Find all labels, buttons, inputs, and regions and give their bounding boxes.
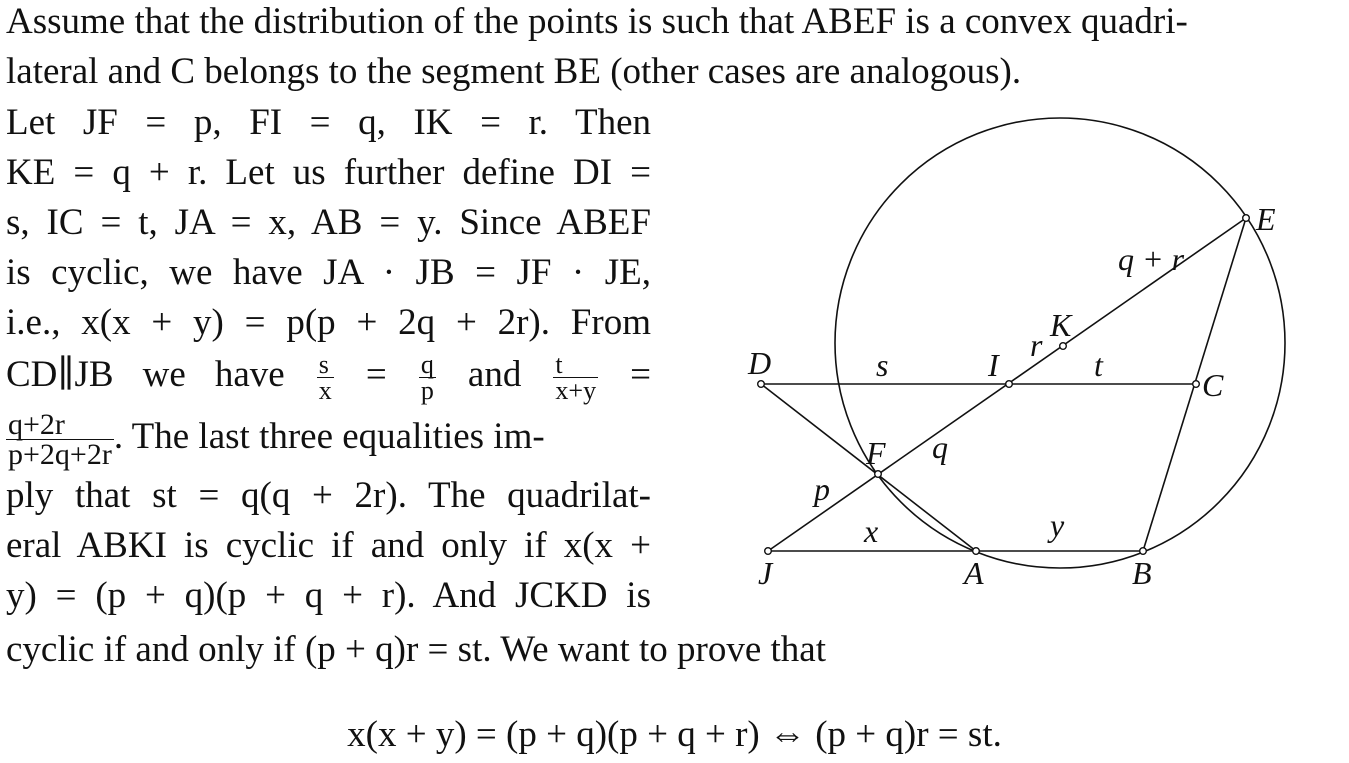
point-A — [973, 548, 980, 555]
and-word: and — [467, 353, 522, 395]
display-equation: x(x + y) = (p + q)(p + q + r) ⇔ (p + q)r = st. — [347, 714, 1002, 755]
label-t: t — [1094, 347, 1103, 383]
text-line-13: cyclic if and only if (p + q)r = st. We want to prove that — [6, 629, 826, 670]
text-line-4: KE = q + r. Let us further define DI = — [6, 152, 651, 193]
label-q-plus-r: q + r — [1118, 241, 1185, 277]
text-line-2: lateral and C belongs to the segment BE (other cases are analogous). — [6, 51, 1022, 92]
point-C — [1193, 381, 1200, 388]
label-A: A — [964, 555, 984, 591]
label-E: E — [1256, 201, 1276, 237]
circle — [835, 118, 1285, 568]
point-F — [875, 471, 882, 478]
label-C: C — [1202, 367, 1224, 403]
fraction-denominator: x — [318, 376, 332, 405]
point-E — [1243, 215, 1250, 222]
point-I — [1006, 381, 1013, 388]
label-x: x — [864, 513, 879, 549]
point-D — [758, 381, 765, 388]
text-line-6: is cyclic, we have JA · JB = JF · JE, — [6, 252, 651, 293]
label-D: D — [748, 345, 772, 381]
fraction-denominator: x+y — [555, 376, 597, 405]
fraction-numerator: q+2r — [6, 410, 114, 440]
text-line-3: Let JF = p, FI = q, IK = r. Then — [6, 102, 651, 143]
text-line-7: i.e., x(x + y) = p(p + 2q + 2r). From — [6, 302, 651, 343]
point-J — [765, 548, 772, 555]
fraction-denominator: p — [420, 376, 434, 405]
equals-sign: = — [365, 353, 387, 395]
label-B: B — [1132, 555, 1152, 591]
fraction-denominator: p+2q+2r — [8, 438, 112, 471]
label-I: I — [988, 347, 999, 383]
text-line-9-rest: . The last three equalities im- — [113, 415, 545, 457]
label-q: q — [932, 429, 948, 465]
text-line-8-start: CD∥JB we have — [6, 353, 285, 395]
label-F: F — [866, 435, 886, 471]
text-line-5: s, IC = t, JA = x, AB = y. Since ABEF — [6, 202, 651, 243]
label-r: r — [1030, 327, 1043, 363]
text-line-11: eral ABKI is cyclic if and only if x(x + — [6, 525, 651, 566]
fraction-numerator: t — [553, 352, 598, 378]
fraction-numerator: s — [317, 352, 334, 378]
label-K: K — [1050, 307, 1072, 343]
label-y: y — [1050, 507, 1065, 543]
text-line-10: ply that st = q(q + 2r). The quadrilat- — [6, 475, 651, 516]
label-s: s — [876, 347, 889, 383]
point-B — [1140, 548, 1147, 555]
equals-sign: = — [630, 353, 652, 395]
label-J: J — [758, 555, 773, 591]
label-p: p — [814, 471, 830, 507]
text-line-12: y) = (p + q)(p + q + r). And JCKD is — [6, 575, 651, 616]
text-line-1: Assume that the distribution of the points is such that ABEF is a convex quadri- — [6, 1, 1188, 42]
point-K — [1060, 343, 1067, 350]
fraction-numerator: q — [420, 350, 434, 379]
